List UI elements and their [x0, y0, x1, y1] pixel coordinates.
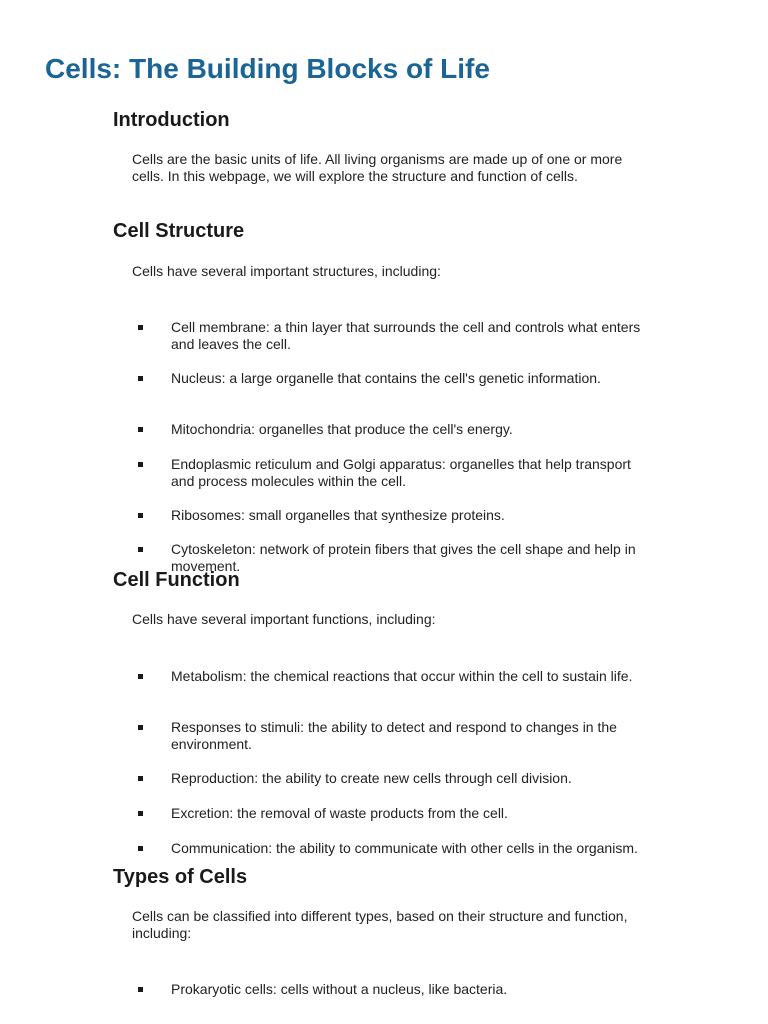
list-item-text: Cytoskeleton: network of protein fibers that gives the cell shape and help in movement.	[171, 541, 636, 574]
list-item-text: Communication: the ability to communicate with other cells in the organism.	[171, 840, 638, 856]
section-heading-cell-function: Cell Function	[113, 569, 240, 591]
square-bullet-icon	[138, 811, 143, 816]
list-item-text: Ribosomes: small organelles that synthesize proteins.	[171, 507, 505, 523]
section-heading-introduction: Introduction	[113, 109, 230, 131]
square-bullet-icon	[138, 547, 143, 552]
square-bullet-icon	[138, 846, 143, 851]
types-lead: Cells can be classified into different types, based on their structure and function, including:	[132, 908, 628, 941]
section-introduction	[113, 107, 653, 184]
function-lead: Cells have several important functions, including:	[132, 611, 436, 627]
section-cell-structure	[113, 218, 653, 574]
structure-lead: Cells have several important structures, including:	[132, 263, 441, 279]
list-item-text: Mitochondria: organelles that produce the cell's energy.	[171, 421, 513, 437]
list-item-text: Reproduction: the ability to create new cells through cell division.	[171, 770, 572, 786]
list-item-text: Prokaryotic cells: cells without a nucleus, like bacteria.	[171, 981, 508, 997]
square-bullet-icon	[138, 725, 143, 730]
square-bullet-icon	[138, 376, 143, 381]
section-cell-function	[113, 567, 653, 856]
list-item-text: Endoplasmic reticulum and Golgi apparatus: organelles that help transport and process molecules within the cell.	[171, 456, 631, 489]
section-types-of-cells	[113, 864, 653, 997]
intro-paragraph: Cells are the basic units of life. All living organisms are made up of one or more cells. In this webpage, we will explore the structure and function of cells.	[132, 151, 623, 184]
square-bullet-icon	[138, 325, 143, 330]
list-item-text: Excretion: the removal of waste products from the cell.	[171, 805, 508, 821]
list-item-text: Metabolism: the chemical reactions that occur within the cell to sustain life.	[171, 668, 633, 684]
list-item-text: Responses to stimuli: the ability to detect and respond to changes in the environment.	[171, 719, 617, 752]
square-bullet-icon	[138, 462, 143, 467]
page-title: Cells: The Building Blocks of Life	[45, 53, 490, 84]
square-bullet-icon	[138, 987, 143, 992]
section-heading-cell-structure: Cell Structure	[113, 220, 245, 242]
square-bullet-icon	[138, 776, 143, 781]
square-bullet-icon	[138, 674, 143, 679]
square-bullet-icon	[138, 427, 143, 432]
square-bullet-icon	[138, 513, 143, 518]
list-item-text: Cell membrane: a thin layer that surrounds the cell and controls what enters and leaves the cell.	[171, 319, 641, 352]
list-item-text: Nucleus: a large organelle that contains the cell's genetic information.	[171, 370, 601, 386]
section-heading-types-of-cells: Types of Cells	[113, 866, 248, 888]
